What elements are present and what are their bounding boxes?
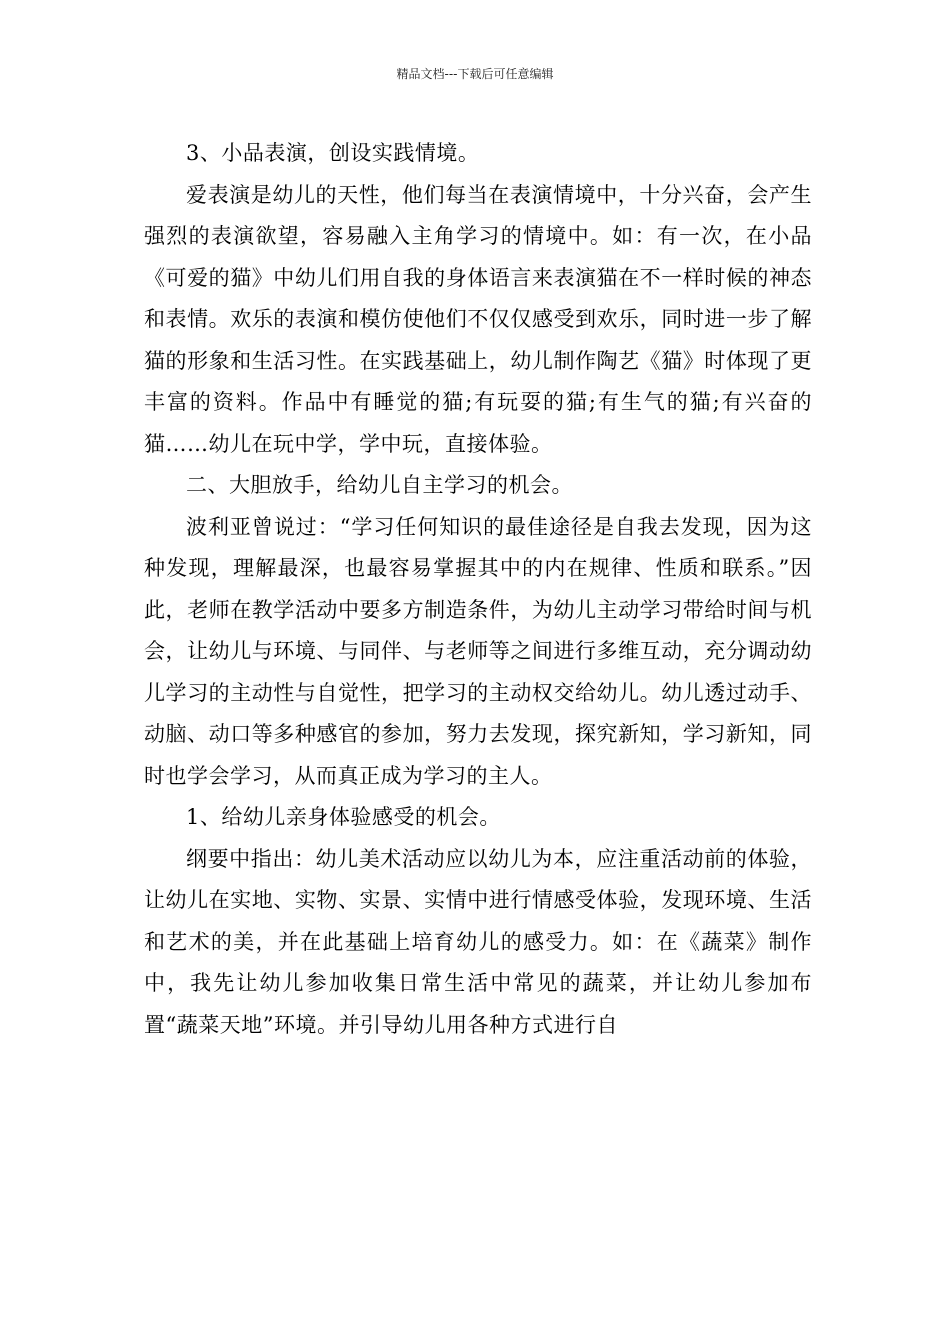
section-heading: 二、大胆放手，给幼儿自主学习的机会。 bbox=[186, 473, 573, 497]
document-body bbox=[144, 133, 812, 1046]
section-heading: 3、小品表演，创设实践情境。 bbox=[186, 141, 480, 165]
body-paragraph: 爱表演是幼儿的天性，他们每当在表演情境中，十分兴奋，会产生强烈的表演欲望，容易融入主角学习的情境中。如：有一次，在小品《可爱的猫》中幼儿们用自我的身体语言来表演猫在不一样时候的神态和表情。欢乐的表演和模仿使他们不仅仅感受到欢乐，同时进一步了解猫的形象和生活习性。在实践基础上，幼儿制作陶艺《猫》时体现了更丰富的资料。作品中有睡觉的猫;有玩耍的猫;有生气的猫;有兴奋的猫……幼儿在玩中学，学中玩，直接体验。 bbox=[144, 182, 812, 456]
body-paragraph: 波利亚曾说过：“学习任何知识的最佳途径是自我去发现，因为这种发现，理解最深，也最容易掌握其中的内在规律、性质和联系。”因此，老师在教学活动中要多方制造条件，为幼儿主动学习带给时间与机会，让幼儿与环境、与同伴、与老师等之间进行多维互动，充分调动幼儿学习的主动性与自觉性，把学习的主动权交给幼儿。幼儿透过动手、动脑、动口等多种感官的参加，努力去发现，探究新知，学习新知，同时也学会学习，从而真正成为学习的主人。 bbox=[144, 514, 812, 788]
body-paragraph: 纲要中指出：幼儿美术活动应以幼儿为本，应注重活动前的体验，让幼儿在实地、实物、实景、实情中进行情感受体验，发现环境、生活和艺术的美，并在此基础上培育幼儿的感受力。如：在《蔬菜》制作中，我先让幼儿参加收集日常生活中常见的蔬菜，并让幼儿参加布置“蔬菜天地”环境。并引导幼儿用各种方式进行自 bbox=[144, 846, 812, 1037]
section-heading: 1、给幼儿亲身体验感受的机会。 bbox=[186, 805, 501, 829]
page-header: 精品文档---下载后可任意编辑 bbox=[396, 67, 554, 81]
